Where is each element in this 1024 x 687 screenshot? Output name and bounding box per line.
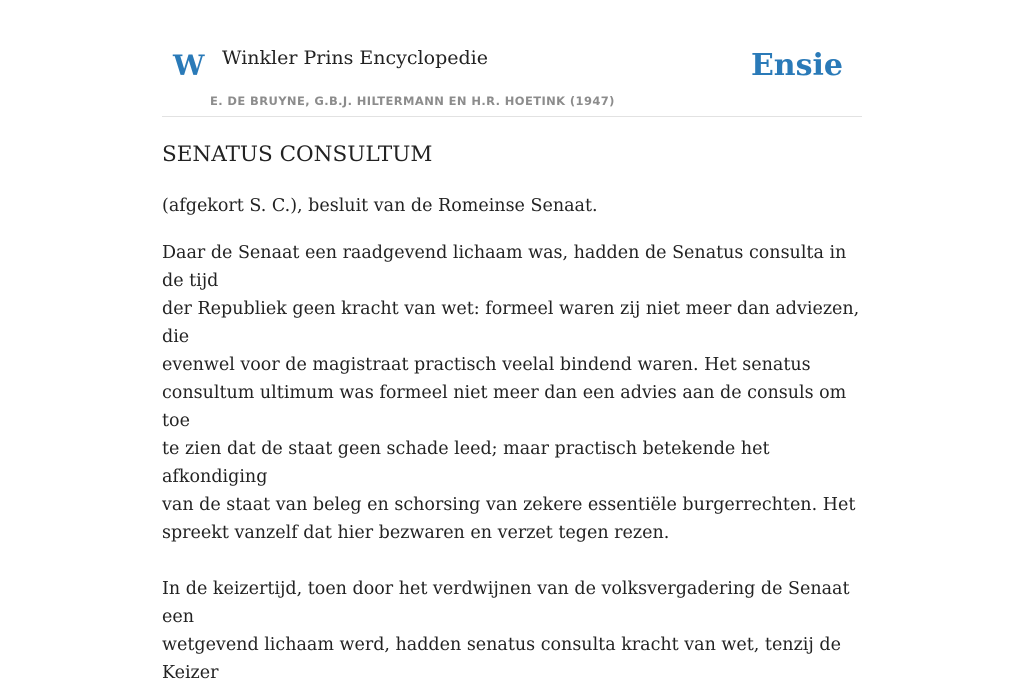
article [162,140,862,687]
site-header [162,0,862,117]
site-authors: E. DE BRUYNE, G.B.J. HILTERMANN EN H.R. HOETINK (1947) [210,94,615,108]
paragraph-line: van de staat van beleg en schorsing van zekere essentiële burgerrechten. Het [162,495,856,515]
paragraph-line: evenwel voor de magistraat practisch veelal bindend waren. Het senatus [162,355,811,375]
paragraph-line: In de keizertijd, toen door het verdwijnen van de volksvergadering de Senaat een [162,579,850,627]
paragraph-line: spreekt vanzelf dat hier bezwaren en verzet tegen rezen. [162,523,670,543]
entry-paragraph-1 [162,239,862,547]
entry-lead: (afgekort S. C.), besluit van de Romeinse Senaat. [162,196,598,216]
paragraph-line: Daar de Senaat een raadgevend lichaam was, hadden de Senatus consulta in de tijd [162,243,847,291]
site-logo[interactable]: W [173,49,205,82]
paragraph-line: consultum ultimum was formeel niet meer dan een advies aan de consuls om toe [162,383,847,431]
paragraph-line: te zien dat de staat geen schade leed; maar practisch betekende het afkondiging [162,439,770,487]
entry-paragraph-2 [162,575,862,687]
paragraph-line: der Republiek geen kracht van wet: formeel waren zij niet meer dan adviezen, die [162,299,860,347]
entry-title: SENATUS CONSULTUM [162,142,433,167]
brand-logo[interactable]: Ensie [750,48,843,83]
paragraph-line: wetgevend lichaam werd, hadden senatus consulta kracht van wet, tenzij de Keizer [162,635,841,683]
site-title-link[interactable]: Winkler Prins Encyclopedie [222,47,488,69]
